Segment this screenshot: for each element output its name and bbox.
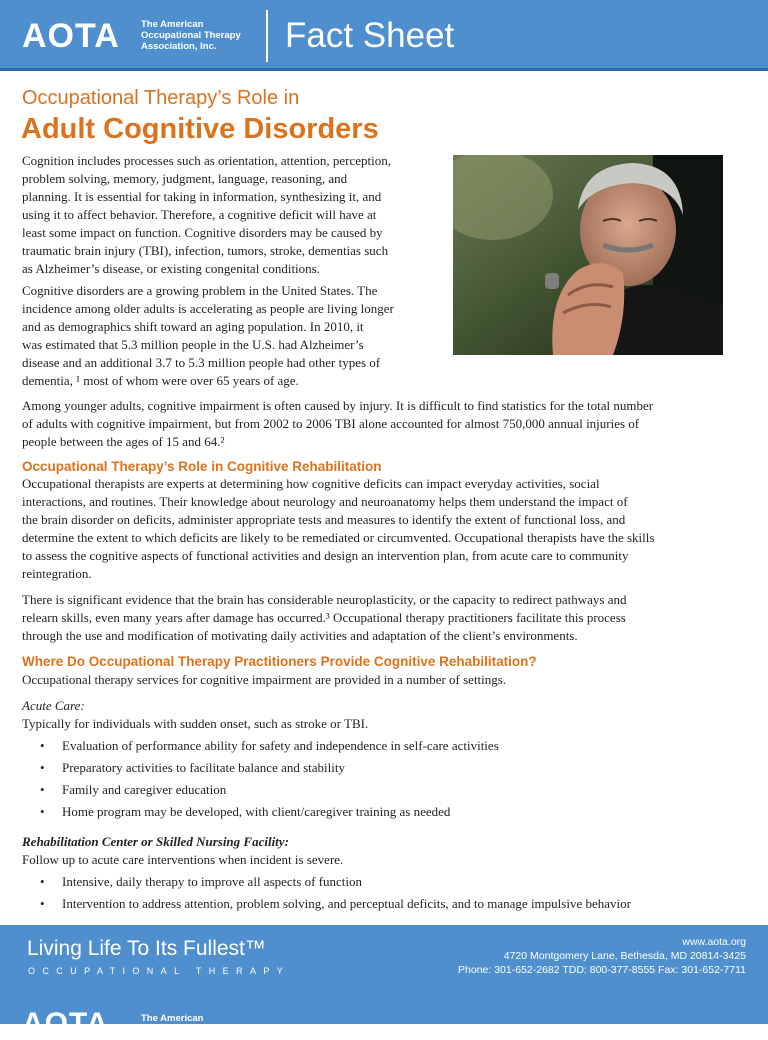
doc-type-title: Fact Sheet (285, 16, 455, 55)
intro-paragraph-1 (22, 152, 442, 278)
text-line: interactions, and routines. Their knowledge about neurology and neuroanatomy helps them understand the impact of (22, 494, 628, 509)
text-line: as Alzheimer’s disease, or existing congenital conditions. (22, 261, 320, 276)
text-line: of adults with cognitive impairment, but from 2002 to 2006 TBI alone accounted for almost 750,000 annual injuries of (22, 416, 640, 431)
text-line: Cognition includes processes such as orientation, attention, perception, (22, 153, 391, 168)
list-item: • Family and caregiver education (22, 781, 752, 803)
footer-contact (458, 935, 746, 977)
text-line: planning. It is essential for taking in information, synthesizing it, and (22, 189, 382, 204)
intro-paragraph-3 (22, 397, 752, 451)
footer-address: 4720 Montgomery Lane, Bethesda, MD 20814-3425 (503, 950, 746, 962)
footer-phone: Phone: 301-652-2682 TDD: 800-377-8555 Fax: 301-652-7711 (458, 964, 746, 976)
footer-org-name: The American (141, 1013, 204, 1024)
list-item: • Preparatory activities to facilitate balance and stability (22, 759, 752, 781)
settings-intro: Occupational therapy services for cognitive impairment are provided in a number of settings. (22, 672, 507, 687)
org-name-line: Association, Inc. (141, 41, 217, 52)
text-line: to assess the cognitive aspects of functional activities and design an intervention plan, from acute care to community (22, 548, 629, 563)
list-item: • Intervention to address attention, problem solving, and perceptual deficits, and to manage impulsive behavior (22, 895, 752, 917)
website-link[interactable]: www.aota.org (682, 936, 746, 948)
text-line: using it to affect behavior. Therefore, a cognitive deficit will have at (22, 207, 377, 222)
title-kicker: Occupational Therapy’s Role in (22, 87, 300, 109)
text-line: traumatic brain injury (TBI), infection, tumors, stroke, dementias such (22, 243, 389, 258)
text-line: and as demographics shift toward an aging population. In 2010, it (22, 319, 364, 334)
text-line: disease and an additional 3.7 to 5.3 million people had other types of (22, 355, 381, 370)
page-title: Adult Cognitive Disorders (21, 113, 379, 145)
acute-care-desc: Typically for individuals with sudden onset, such as stroke or TBI. (22, 716, 369, 731)
text-line: dementia, ¹ most of whom were over 65 years of age. (22, 373, 299, 388)
list-item: • Evaluation of performance ability for safety and independence in self-care activities (22, 737, 752, 759)
footer-tagline-sub: OCCUPATIONAL THERAPY (28, 966, 291, 976)
section-heading-role: Occupational Therapy’s Role in Cognitive Rehabilitation (22, 459, 382, 474)
acute-care-label: Acute Care: (22, 698, 85, 713)
list-item: • Intensive, daily therapy to improve all aspects of function (22, 873, 752, 895)
text-line: determine the extent to which deficits are likely to be remediated or circumvented. Occupational therapists have the skills (22, 530, 655, 545)
text-line: There is significant evidence that the brain has considerable neuroplasticity, or the capacity to redirect pathways and (22, 592, 627, 607)
role-paragraph-1 (22, 475, 752, 583)
text-line: through the use and modification of motivating daily activities and adaptation of the client’s environments. (22, 628, 578, 643)
photo-illustration (453, 155, 723, 355)
org-name-line: Occupational Therapy (141, 30, 241, 41)
acute-care-list (22, 737, 752, 825)
rehab-list (22, 873, 752, 917)
text-line: reintegration. (22, 566, 92, 581)
text-line: Cognitive disorders are a growing problem in the United States. The (22, 283, 378, 298)
rehab-label: Rehabilitation Center or Skilled Nursing Facility: (22, 834, 289, 849)
text-line: least some impact on function. Cognitive disorders may be caused by (22, 225, 383, 240)
list-item: • Home program may be developed, with client/caregiver training as needed (22, 803, 752, 825)
text-line: the brain disorder on deficits, administer appropriate tests and measures to identify the extent of functional loss, and (22, 512, 626, 527)
section-heading-settings: Where Do Occupational Therapy Practitioners Provide Cognitive Rehabilitation? (22, 654, 537, 669)
role-paragraph-2 (22, 591, 752, 645)
text-line: people between the ages of 15 and 64.² (22, 434, 225, 449)
text-line: incidence among older adults is accelerating as people are living longer (22, 301, 394, 316)
text-line: Occupational therapists are experts at determining how cognitive deficits can impact everyday activities, social (22, 476, 600, 491)
footer-aota-logo[interactable]: AOTA (22, 1007, 109, 1040)
text-line: problem solving, memory, judgment, language, reasoning, and (22, 171, 348, 186)
text-line: relearn skills, even many years after damage has occurred.³ Occupational therapy practitioners facilitate this process (22, 610, 626, 625)
rehab-desc: Follow up to acute care interventions when incident is severe. (22, 852, 344, 867)
text-line: Among younger adults, cognitive impairment is often caused by injury. It is difficult to find statistics for the total number (22, 398, 654, 413)
aota-logo[interactable]: AOTA (22, 17, 120, 55)
footer-tagline: Living Life To Its Fullest™ (27, 937, 266, 960)
intro-paragraph-2 (22, 282, 442, 390)
org-name-line: The American (141, 19, 204, 30)
header-rule (0, 68, 768, 71)
elderly-man-photo (453, 155, 723, 355)
header-divider (266, 10, 268, 62)
text-line: was estimated that 5.3 million people in the U.S. had Alzheimer’s (22, 337, 364, 352)
org-name (141, 19, 241, 52)
